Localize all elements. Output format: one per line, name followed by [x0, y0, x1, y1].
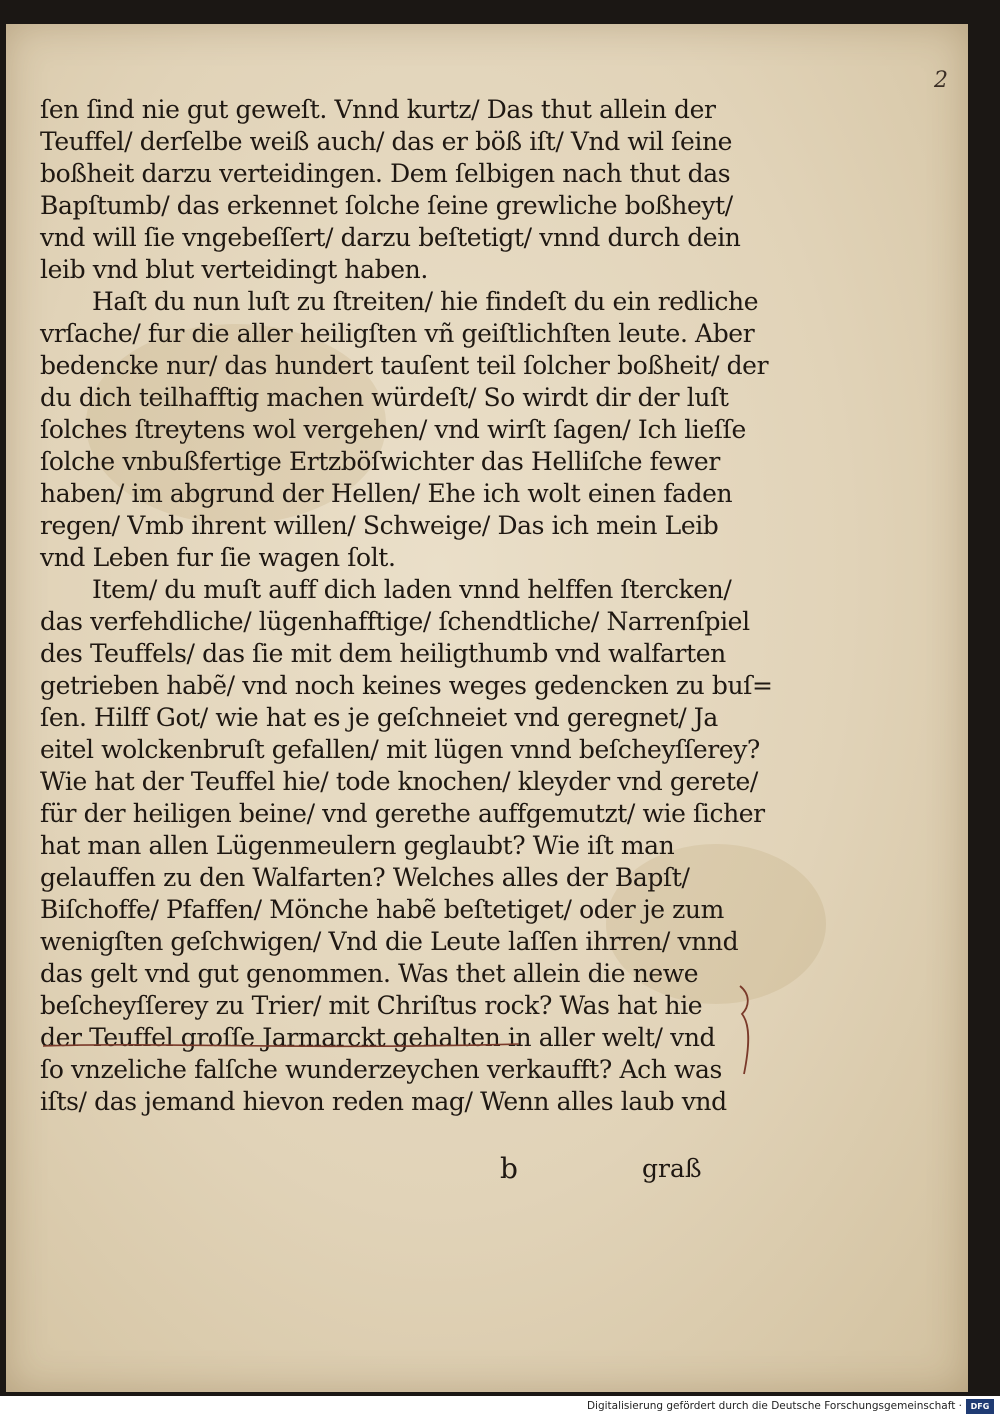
text-line: regen/ Vmb ihrent willen/ Schweige/ Das ich mein Leib — [40, 511, 719, 540]
text-line: boßheit darzu verteidingen. Dem ſelbigen nach thut das — [40, 159, 731, 188]
text-line: eitel wolckenbruſt gefallen/ mit lügen vnnd beſcheyſſerey? — [40, 735, 760, 764]
text-line: Wie hat der Teuffel hie/ tode knochen/ kleyder vnd gerete/ — [40, 767, 758, 796]
text-line: beſcheyſſerey zu Trier/ mit Chriſtus rock? Was hat hie — [40, 991, 703, 1020]
text-line: ſo vnzeliche falſche wunderzeychen verkaufft? Ach was — [40, 1055, 722, 1084]
digitization-credit: Digitalisierung gefördert durch die Deutsche Forschungsgemeinschaft · — [586, 1400, 962, 1412]
folio-number: 2 — [934, 68, 948, 93]
catchword: graß — [642, 1154, 702, 1183]
text-line: bedencke nur/ das hundert tauſent teil ſolcher boßheit/ der — [40, 351, 769, 380]
footer-bar — [0, 1396, 1000, 1418]
text-line: iſts/ das jemand hievon reden mag/ Wenn alles laub vnd — [40, 1087, 727, 1116]
text-line: ſen. Hilff Got/ wie hat es je geſchneiet vnd geregnet/ Ja — [40, 703, 718, 732]
text-line: Teuffel/ derſelbe weiß auch/ das er böß iſt/ Vnd wil ſeine — [40, 127, 733, 156]
text-line: haben/ im abgrund der Hellen/ Ehe ich wolt einen faden — [40, 479, 733, 508]
text-line: Biſchoffe/ Pfaffen/ Mönche habẽ beſtetiget/ oder je zum — [40, 895, 724, 924]
text-line: Item/ du muſt auff dich laden vnnd helffen ſtercken/ — [92, 575, 732, 604]
text-line: du dich teilhafftig machen würdeſt/ So wirdt dir der luſt — [40, 383, 729, 412]
text-line: wenigſten geſchwigen/ Vnd die Leute laſſen ihrren/ vnnd — [40, 927, 739, 956]
text-line: ſolche vnbußfertige Ertzböſwichter das Helliſche fewer — [40, 447, 720, 476]
text-line: für der heiligen beine/ vnd gerethe auffgemutzt/ wie ſicher — [40, 799, 765, 828]
underline-annotation — [41, 1036, 521, 1052]
text-line: getrieben habẽ/ vnd noch keines weges gedencken zu buſ= — [40, 671, 773, 700]
text-line: der Teuffel groſſe Jarmarckt gehalten in aller welt/ vnd — [40, 1023, 716, 1052]
dfg-logo: DFG — [966, 1399, 994, 1414]
text-line: ſolches ſtreytens wol vergehen/ vnd wirſt ſagen/ Ich lieſſe — [40, 415, 746, 444]
text-line: Bapſtumb/ das erkennet ſolche ſeine grewliche boßheyt/ — [40, 191, 733, 220]
signature-mark: b — [500, 1152, 518, 1185]
text-line: vrſache/ fur die aller heiligſten vñ geiſtlichſten leute. Aber — [40, 319, 755, 348]
text-line: vnd will ſie vngebeſſert/ darzu beſtetigt/ vnnd durch dein — [40, 223, 741, 252]
text-line: leib vnd blut verteidingt haben. — [40, 255, 428, 284]
text-line: vnd Leben fur ſie wagen ſolt. — [40, 543, 396, 572]
text-line: hat man allen Lügenmeulern geglaubt? Wie iſt man — [40, 831, 675, 860]
text-line: des Teuffels/ das ſie mit dem heiligthumb vnd walfarten — [40, 639, 726, 668]
margin-bracket-annotation — [736, 984, 756, 1076]
book-page — [6, 24, 968, 1392]
text-line: Haſt du nun luſt zu ſtreiten/ hie findeſt du ein redliche — [92, 287, 759, 316]
text-line: ſen ſind nie gut geweſt. Vnnd kurtz/ Das thut allein der — [40, 95, 716, 124]
text-line: gelauffen zu den Walfarten? Welches alles der Bapſt/ — [40, 863, 690, 892]
text-line: das gelt vnd gut genommen. Was thet allein die newe — [40, 959, 699, 988]
text-line: das verfehdliche/ lügenhafftige/ ſchendtliche/ Narrenſpiel — [40, 607, 750, 636]
